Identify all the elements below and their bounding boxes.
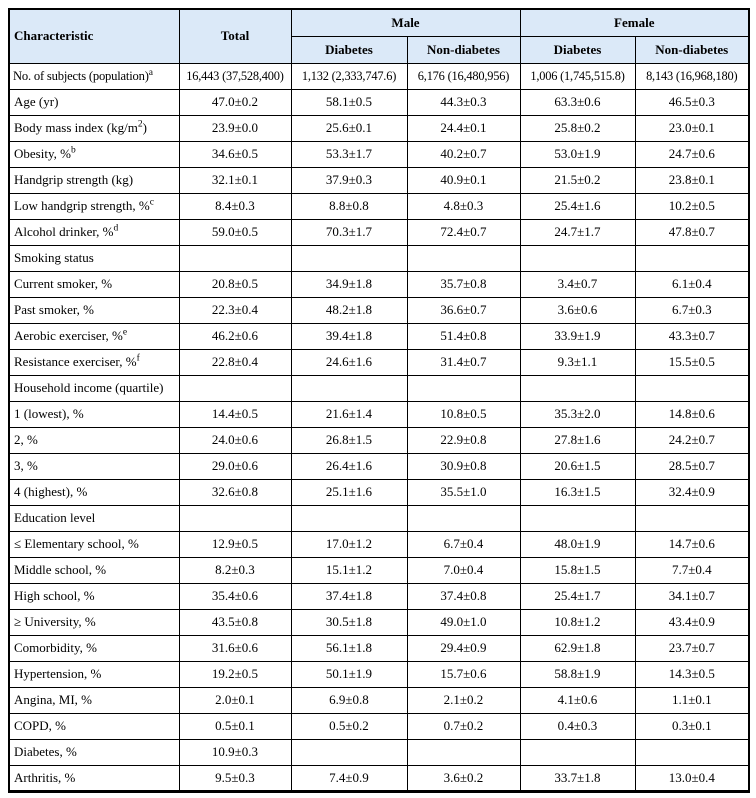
row-label	[9, 661, 179, 687]
cell-female-nondiabetes: 6.1±0.4	[635, 271, 749, 297]
row-label	[9, 89, 179, 115]
cell-total	[179, 245, 291, 271]
row-label-text: 3, %	[14, 458, 38, 473]
cell-total: 59.0±0.5	[179, 219, 291, 245]
cell-female-nondiabetes: 28.5±0.7	[635, 453, 749, 479]
cell-female-nondiabetes: 34.1±0.7	[635, 583, 749, 609]
table-row	[9, 427, 749, 453]
table-row	[9, 687, 749, 713]
cell-male-nondiabetes	[407, 505, 520, 531]
row-label	[9, 167, 179, 193]
cell-female-nondiabetes: 1.1±0.1	[635, 687, 749, 713]
row-label	[9, 765, 179, 791]
cell-male-diabetes: 6.9±0.8	[291, 687, 407, 713]
cell-male-nondiabetes: 51.4±0.8	[407, 323, 520, 349]
col-header-male-nondiabetes: Non-diabetes	[407, 36, 520, 63]
table-row	[9, 531, 749, 557]
cell-male-diabetes: 58.1±0.5	[291, 89, 407, 115]
characteristics-table	[8, 8, 750, 793]
cell-female-diabetes: 0.4±0.3	[520, 713, 635, 739]
row-label-text: Arthritis, %	[14, 769, 76, 785]
cell-total: 19.2±0.5	[179, 661, 291, 687]
cell-female-diabetes: 63.3±0.6	[520, 89, 635, 115]
cell-female-diabetes: 58.8±1.9	[520, 661, 635, 687]
row-label-text: Smoking status	[14, 250, 94, 265]
cell-female-diabetes: 25.8±0.2	[520, 115, 635, 141]
table-row	[9, 115, 749, 141]
cell-total: 32.1±0.1	[179, 167, 291, 193]
row-label-text: Aerobic exerciser, %	[14, 328, 123, 343]
cell-female-nondiabetes: 14.7±0.6	[635, 531, 749, 557]
cell-total: 8.2±0.3	[179, 557, 291, 583]
table-row	[9, 479, 749, 505]
cell-male-diabetes: 21.6±1.4	[291, 401, 407, 427]
cell-total: 2.0±0.1	[179, 687, 291, 713]
cell-male-nondiabetes	[407, 739, 520, 765]
cell-female-diabetes	[520, 245, 635, 271]
row-label-text: 4 (highest), %	[14, 484, 88, 499]
cell-total: 35.4±0.6	[179, 583, 291, 609]
cell-total: 29.0±0.6	[179, 453, 291, 479]
cell-female-nondiabetes	[635, 505, 749, 531]
row-label-suffix: )	[142, 120, 147, 135]
cell-male-nondiabetes: 36.6±0.7	[407, 297, 520, 323]
cell-female-nondiabetes	[635, 245, 749, 271]
cell-female-diabetes: 24.7±1.7	[520, 219, 635, 245]
cell-male-diabetes	[291, 739, 407, 765]
cell-female-diabetes	[520, 505, 635, 531]
cell-female-nondiabetes: 15.5±0.5	[635, 349, 749, 375]
cell-male-nondiabetes: 15.7±0.6	[407, 661, 520, 687]
cell-female-nondiabetes: 43.4±0.9	[635, 609, 749, 635]
row-label-text: Household income (quartile)	[14, 380, 164, 395]
row-label-text: 2, %	[14, 432, 38, 447]
table-row	[9, 89, 749, 115]
cell-total: 22.8±0.4	[179, 349, 291, 375]
cell-male-diabetes: 50.1±1.9	[291, 661, 407, 687]
row-label-text: Angina, MI, %	[14, 692, 92, 707]
table-row	[9, 739, 749, 765]
cell-male-nondiabetes: 30.9±0.8	[407, 453, 520, 479]
row-label-text: No. of subjects (population)	[13, 68, 149, 83]
cell-male-nondiabetes: 0.7±0.2	[407, 713, 520, 739]
cell-total	[179, 375, 291, 401]
cell-female-diabetes: 9.3±1.1	[520, 349, 635, 375]
row-label	[9, 115, 179, 141]
cell-female-diabetes	[520, 739, 635, 765]
row-label	[9, 739, 179, 765]
row-label	[9, 687, 179, 713]
row-label-text: Past smoker, %	[14, 302, 94, 317]
row-label	[9, 427, 179, 453]
cell-total: 9.5±0.3	[179, 765, 291, 791]
col-header-female-nondiabetes: Non-diabetes	[635, 36, 749, 63]
table-header	[9, 9, 749, 63]
cell-female-diabetes: 35.3±2.0	[520, 401, 635, 427]
row-label	[9, 323, 179, 349]
row-label-text: Resistance exerciser, %	[14, 354, 137, 369]
cell-total: 24.0±0.6	[179, 427, 291, 453]
row-label-text: Diabetes, %	[14, 744, 77, 759]
table-row	[9, 193, 749, 219]
cell-male-nondiabetes: 22.9±0.8	[407, 427, 520, 453]
cell-total: 31.6±0.6	[179, 635, 291, 661]
table-row	[9, 271, 749, 297]
row-label	[9, 583, 179, 609]
cell-female-nondiabetes: 23.8±0.1	[635, 167, 749, 193]
cell-male-diabetes: 7.4±0.9	[291, 765, 407, 791]
row-label-text: Current smoker, %	[14, 276, 113, 291]
cell-male-diabetes: 26.8±1.5	[291, 427, 407, 453]
cell-male-diabetes: 24.6±1.6	[291, 349, 407, 375]
cell-female-diabetes: 62.9±1.8	[520, 635, 635, 661]
cell-total: 32.6±0.8	[179, 479, 291, 505]
row-label-text: High school, %	[14, 588, 95, 603]
cell-male-diabetes: 1,132 (2,333,747.6)	[291, 63, 407, 89]
table-row	[9, 219, 749, 245]
footnote-marker: c	[149, 197, 154, 208]
footnote-marker: e	[122, 327, 128, 338]
table-row	[9, 765, 749, 791]
cell-female-nondiabetes: 46.5±0.3	[635, 89, 749, 115]
header-row-groups	[9, 9, 749, 36]
cell-female-nondiabetes: 23.0±0.1	[635, 115, 749, 141]
cell-female-diabetes: 53.0±1.9	[520, 141, 635, 167]
row-label	[9, 297, 179, 323]
cell-female-diabetes: 20.6±1.5	[520, 453, 635, 479]
cell-total: 23.9±0.0	[179, 115, 291, 141]
cell-female-diabetes: 25.4±1.6	[520, 193, 635, 219]
cell-male-nondiabetes: 2.1±0.2	[407, 687, 520, 713]
cell-male-nondiabetes: 44.3±0.3	[407, 89, 520, 115]
cell-male-diabetes: 53.3±1.7	[291, 141, 407, 167]
cell-male-nondiabetes: 6.7±0.4	[407, 531, 520, 557]
row-label	[9, 193, 179, 219]
cell-male-nondiabetes: 40.2±0.7	[407, 141, 520, 167]
cell-male-nondiabetes: 72.4±0.7	[407, 219, 520, 245]
cell-female-nondiabetes: 0.3±0.1	[635, 713, 749, 739]
cell-male-diabetes: 39.4±1.8	[291, 323, 407, 349]
cell-male-nondiabetes: 7.0±0.4	[407, 557, 520, 583]
row-label	[9, 375, 179, 401]
row-label-text: COPD, %	[14, 718, 67, 733]
table-row	[9, 661, 749, 687]
cell-female-nondiabetes: 24.7±0.6	[635, 141, 749, 167]
cell-female-nondiabetes: 6.7±0.3	[635, 297, 749, 323]
cell-male-diabetes: 56.1±1.8	[291, 635, 407, 661]
cell-female-nondiabetes: 8,143 (16,968,180)	[635, 63, 749, 89]
cell-male-diabetes: 17.0±1.2	[291, 531, 407, 557]
cell-male-nondiabetes: 4.8±0.3	[407, 193, 520, 219]
table-row	[9, 713, 749, 739]
cell-total: 47.0±0.2	[179, 89, 291, 115]
cell-male-diabetes: 8.8±0.8	[291, 193, 407, 219]
col-header-female: Female	[520, 9, 749, 36]
table-row	[9, 349, 749, 375]
row-label-text: Body mass index (kg/m	[14, 120, 138, 135]
row-label	[9, 557, 179, 583]
row-label-text: 1 (lowest), %	[14, 406, 84, 421]
row-label	[9, 349, 179, 375]
row-label-text: Obesity, %	[14, 146, 71, 161]
cell-female-nondiabetes	[635, 375, 749, 401]
cell-male-nondiabetes: 40.9±0.1	[407, 167, 520, 193]
col-header-male-diabetes: Diabetes	[291, 36, 407, 63]
cell-female-diabetes: 33.9±1.9	[520, 323, 635, 349]
table-body	[9, 63, 749, 791]
footnote-marker: f	[136, 353, 140, 364]
cell-female-diabetes: 4.1±0.6	[520, 687, 635, 713]
cell-female-diabetes: 1,006 (1,745,515.8)	[520, 63, 635, 89]
row-label-text: ≥ University, %	[14, 614, 96, 629]
cell-male-nondiabetes: 37.4±0.8	[407, 583, 520, 609]
cell-female-diabetes	[520, 375, 635, 401]
col-header-male: Male	[291, 9, 520, 36]
cell-total: 12.9±0.5	[179, 531, 291, 557]
row-label	[9, 219, 179, 245]
table-row	[9, 609, 749, 635]
row-label-text: ≤ Elementary school, %	[14, 536, 139, 551]
row-label-text: Middle school, %	[14, 562, 107, 577]
cell-male-nondiabetes: 31.4±0.7	[407, 349, 520, 375]
cell-male-nondiabetes: 6,176 (16,480,956)	[407, 63, 520, 89]
table-row	[9, 453, 749, 479]
table-row	[9, 557, 749, 583]
table-row	[9, 401, 749, 427]
row-label-text: Comorbidity, %	[14, 640, 97, 655]
cell-male-nondiabetes: 49.0±1.0	[407, 609, 520, 635]
cell-male-diabetes: 15.1±1.2	[291, 557, 407, 583]
cell-male-nondiabetes: 35.7±0.8	[407, 271, 520, 297]
cell-female-nondiabetes: 47.8±0.7	[635, 219, 749, 245]
row-label	[9, 271, 179, 297]
cell-total: 8.4±0.3	[179, 193, 291, 219]
cell-total: 34.6±0.5	[179, 141, 291, 167]
cell-male-diabetes	[291, 375, 407, 401]
row-label	[9, 453, 179, 479]
row-label-text: Age (yr)	[14, 94, 59, 109]
cell-female-nondiabetes: 32.4±0.9	[635, 479, 749, 505]
cell-female-nondiabetes: 24.2±0.7	[635, 427, 749, 453]
cell-female-diabetes: 33.7±1.8	[520, 765, 635, 791]
cell-total: 10.9±0.3	[179, 739, 291, 765]
row-label	[9, 479, 179, 505]
cell-male-diabetes: 30.5±1.8	[291, 609, 407, 635]
cell-male-diabetes: 37.4±1.8	[291, 583, 407, 609]
cell-total	[179, 505, 291, 531]
footnote-marker: b	[70, 145, 76, 156]
footnote-marker: a	[148, 67, 153, 78]
cell-total: 46.2±0.6	[179, 323, 291, 349]
cell-female-nondiabetes: 13.0±0.4	[635, 765, 749, 791]
cell-female-diabetes: 25.4±1.7	[520, 583, 635, 609]
cell-male-nondiabetes: 35.5±1.0	[407, 479, 520, 505]
cell-male-diabetes	[291, 245, 407, 271]
cell-male-nondiabetes	[407, 375, 520, 401]
cell-male-diabetes: 37.9±0.3	[291, 167, 407, 193]
cell-male-nondiabetes: 10.8±0.5	[407, 401, 520, 427]
cell-total: 14.4±0.5	[179, 401, 291, 427]
row-label-text: Handgrip strength (kg)	[14, 172, 134, 187]
cell-female-diabetes: 15.8±1.5	[520, 557, 635, 583]
cell-male-diabetes: 25.6±0.1	[291, 115, 407, 141]
cell-male-diabetes: 25.1±1.6	[291, 479, 407, 505]
cell-female-diabetes: 27.8±1.6	[520, 427, 635, 453]
cell-female-nondiabetes: 23.7±0.7	[635, 635, 749, 661]
cell-female-nondiabetes	[635, 739, 749, 765]
cell-male-nondiabetes: 29.4±0.9	[407, 635, 520, 661]
table-row	[9, 167, 749, 193]
cell-female-nondiabetes: 14.8±0.6	[635, 401, 749, 427]
row-label-text: Alcohol drinker, %	[14, 224, 114, 239]
row-label-text: Hypertension, %	[14, 666, 102, 681]
cell-female-diabetes: 21.5±0.2	[520, 167, 635, 193]
cell-female-nondiabetes: 10.2±0.5	[635, 193, 749, 219]
cell-total: 20.8±0.5	[179, 271, 291, 297]
row-label-text: Low handgrip strength, %	[14, 198, 150, 213]
cell-female-diabetes: 3.4±0.7	[520, 271, 635, 297]
cell-female-nondiabetes: 43.3±0.7	[635, 323, 749, 349]
footnote-marker: 2	[137, 119, 143, 130]
table-row	[9, 583, 749, 609]
row-label-text: Education level	[14, 510, 96, 525]
cell-total: 0.5±0.1	[179, 713, 291, 739]
table-row	[9, 245, 749, 271]
cell-female-nondiabetes: 7.7±0.4	[635, 557, 749, 583]
cell-female-diabetes: 48.0±1.9	[520, 531, 635, 557]
cell-female-diabetes: 3.6±0.6	[520, 297, 635, 323]
table-row	[9, 505, 749, 531]
table-row	[9, 63, 749, 89]
footnote-marker: d	[113, 223, 119, 234]
table-row	[9, 141, 749, 167]
row-label	[9, 609, 179, 635]
table-row	[9, 297, 749, 323]
row-label	[9, 713, 179, 739]
cell-total: 16,443 (37,528,400)	[179, 63, 291, 89]
table-row	[9, 375, 749, 401]
cell-male-nondiabetes: 3.6±0.2	[407, 765, 520, 791]
cell-male-nondiabetes	[407, 245, 520, 271]
row-label	[9, 245, 179, 271]
cell-total: 22.3±0.4	[179, 297, 291, 323]
col-header-female-diabetes: Diabetes	[520, 36, 635, 63]
cell-female-nondiabetes: 14.3±0.5	[635, 661, 749, 687]
cell-male-diabetes: 26.4±1.6	[291, 453, 407, 479]
cell-female-diabetes: 16.3±1.5	[520, 479, 635, 505]
cell-male-diabetes: 34.9±1.8	[291, 271, 407, 297]
row-label	[9, 635, 179, 661]
col-header-total: Total	[179, 9, 291, 63]
cell-male-diabetes: 0.5±0.2	[291, 713, 407, 739]
cell-male-nondiabetes: 24.4±0.1	[407, 115, 520, 141]
row-label	[9, 531, 179, 557]
row-label	[9, 401, 179, 427]
table-row	[9, 323, 749, 349]
row-label	[9, 141, 179, 167]
table-row	[9, 635, 749, 661]
row-label	[9, 505, 179, 531]
col-header-characteristic: Characteristic	[9, 9, 179, 63]
row-label	[9, 63, 179, 89]
cell-male-diabetes: 70.3±1.7	[291, 219, 407, 245]
cell-total: 43.5±0.8	[179, 609, 291, 635]
cell-male-diabetes: 48.2±1.8	[291, 297, 407, 323]
cell-male-diabetes	[291, 505, 407, 531]
cell-female-diabetes: 10.8±1.2	[520, 609, 635, 635]
